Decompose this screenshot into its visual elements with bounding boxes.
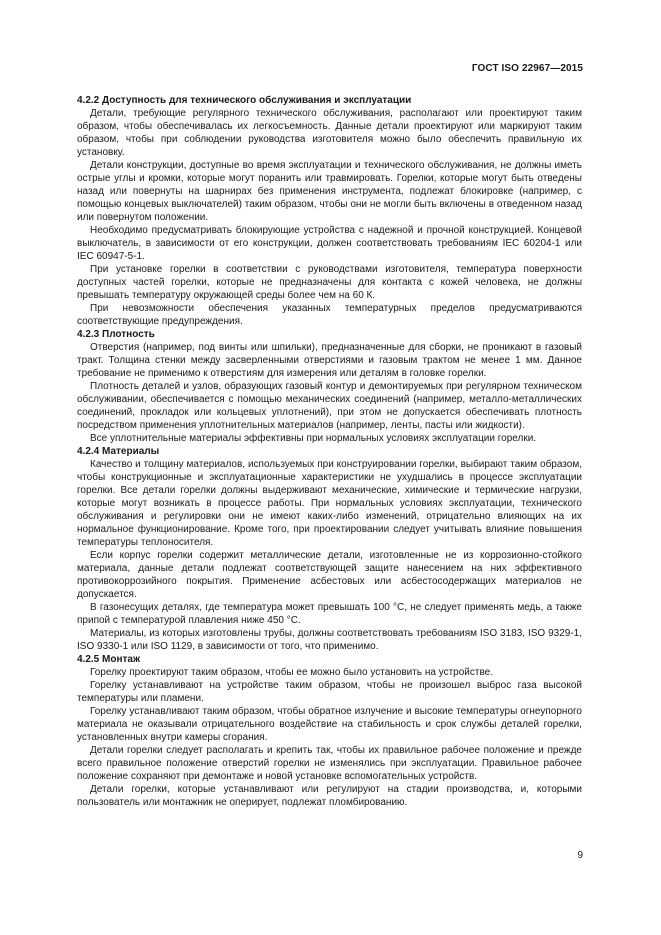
paragraph: Если корпус горелки содержит металлические детали, изготовленные не из коррозионно-стойкого материала, данные детали подлежат соответствующей защите нанесением на них эффективного противокоррозийного покрытия. Применение асбестовых или асбестосодержащих материалов не допускается. (77, 550, 582, 600)
paragraph: При установке горелки в соответствии с руководствами изготовителя, температура поверхности доступных частей горелки, которые не предназначены для контакта с кожей человека, не должны превышать температуру окружающей среды более чем на 60 К. (77, 264, 582, 301)
paragraph: Все уплотнительные материалы эффективны при нормальных условиях эксплуатации горелки. (90, 433, 537, 444)
paragraph: Качество и толщину материалов, используемых при конструировании горелки, выбирают таким образом, чтобы конструкционные и эксплуатационные характеристики не ухудшались в процессе эксплуатации горелки. Все детали горелки должны выдерживают механические, химические и термические нагрузки, которые могут возникать в процессе работы. При нормальных условиях эксплуатации, технического обслуживания и регулировки они не имеют каких-либо изменений, отрицательно влияющих на их нормальное функционирование. Кроме того, при проектировании следует учитывать влияние повышения температуры теплоносителя. (77, 459, 582, 548)
paragraph: Плотность деталей и узлов, образующих газовый контур и демонтируемых при регулярном техническом обслуживании, обеспечивается с помощью механических соединений (например, металло-металлических соединений, прокладок или кольцевых уплотнений), при этом не допускается обеспечивать плотность посредством применения уплотнительных материалов (например, ленты, пасты или жидкости). (77, 381, 582, 431)
paragraph: Детали конструкции, доступные во время эксплуатации и технического обслуживания, не должны иметь острые углы и кромки, которые могут поранить или травмировать. Горелки, которые могут быть отведены назад или повернуты на шарнирах без применения инструмента, подлежат блокировке (например, с помощью концевых выключателей) таким образом, чтобы они не могли быть включены в отведенном назад или повернутом положении. (77, 160, 582, 223)
paragraph: Детали, требующие регулярного технического обслуживания, располагают или проектируют таким образом, чтобы обеспечивалась их легкосъемность. Данные детали проектируют или маркируют таким образом, чтобы при соблюдении руководства изготовителя можно было обеспечить правильную их установку. (77, 108, 582, 158)
paragraph: В газонесущих деталях, где температура может превышать 100 °С, не следует применять медь, а также припой с температурой плавления ниже 450 °С. (77, 602, 582, 626)
paragraph: Необходимо предусматривать блокирующие устройства с надежной и прочной конструкцией. Концевой выключатель, в зависимости от его конструкции, должен соответствовать требованиям IEC 60204-1 или IEC 60947-5-1. (77, 225, 582, 262)
section-heading-4-2-5: 4.2.5 Монтаж (77, 654, 141, 665)
document-body (77, 94, 582, 809)
paragraph: Горелку проектируют таким образом, чтобы ее можно было установить на устройстве. (90, 667, 493, 678)
paragraph: Отверстия (например, под винты или шпильки), предназначенные для сборки, не проникают в газовый тракт. Толщина стенки между засверленными отверстиями и газовым трактом не менее 1 мм. Данное требование не применимо к отверстиям для измерения или деталям в головке горелки. (77, 342, 582, 379)
section-heading-4-2-2: 4.2.2 Доступность для технического обслуживания и эксплуатации (77, 95, 412, 106)
section-heading-4-2-3: 4.2.3 Плотность (77, 329, 155, 340)
paragraph: Детали горелки, которые устанавливают или регулируют на стадии производства, и, которыми пользователь или монтажник не оперирует, подлежат пломбированию. (77, 784, 582, 808)
section-heading-4-2-4: 4.2.4 Материалы (77, 446, 160, 457)
paragraph: При невозможности обеспечения указанных температурных пределов предусматриваются соответствующие предупреждения. (77, 303, 582, 327)
paragraph: Горелку устанавливают на устройстве таким образом, чтобы не произошел выброс газа высокой температуры или пламени. (77, 680, 582, 704)
document-code-header: ГОСТ ISO 22967—2015 (471, 63, 583, 74)
page-number: 9 (577, 850, 583, 861)
paragraph: Материалы, из которых изготовлены трубы, должны соответствовать требованиям ISO 3183, ISO 9329-1, ISO 9330-1 или ISO 1129, в зависимости от того, что применимо. (77, 628, 582, 652)
paragraph: Горелку устанавливают таким образом, чтобы обратное излучение и высокие температуры огнеупорного материала не оказывали отрицательного воздействие на стабильность и срок службы деталей горелки, установленных внутри камеры сгорания. (77, 706, 582, 743)
paragraph: Детали горелки следует располагать и крепить так, чтобы их правильное рабочее положение и прежде всего правильное положение отверстий горелки не изменялись при эксплуатации. Правильное рабочее положение сохраняют при демонтаже и новой установке вспомогательных устройств. (77, 745, 582, 782)
